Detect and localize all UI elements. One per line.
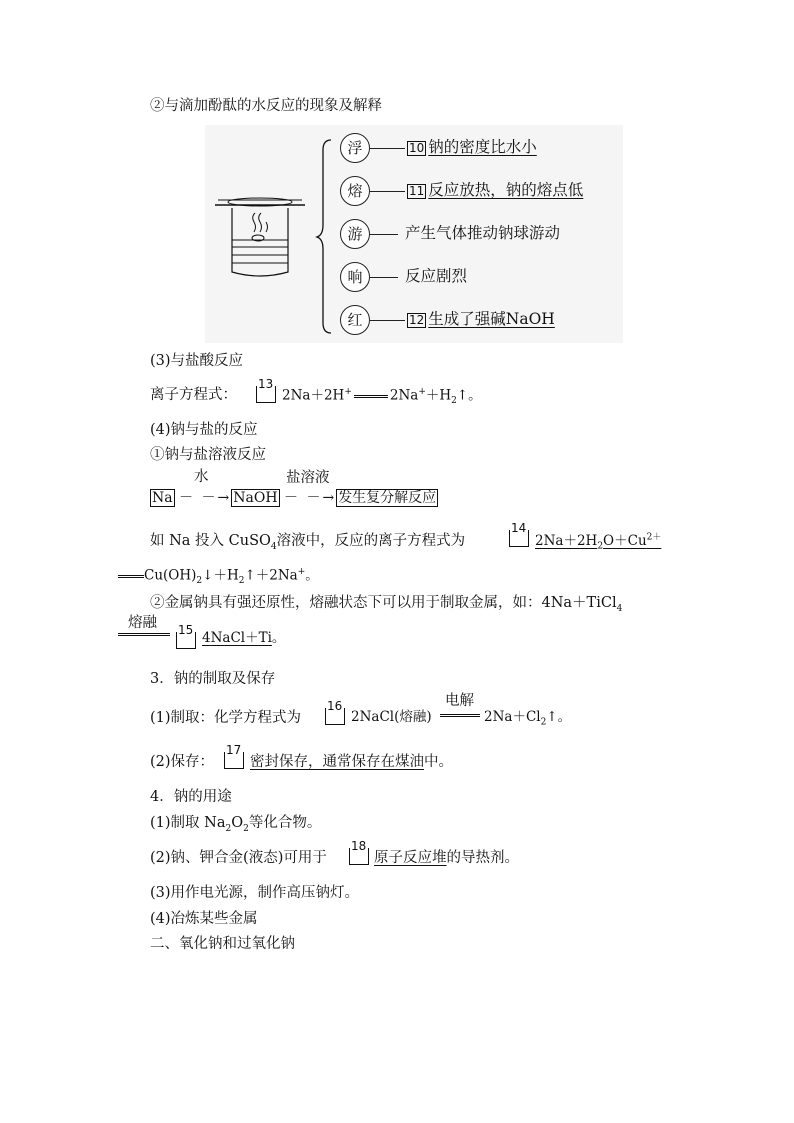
double-equal-sign-electrolysis [440,714,480,717]
explanation-swim: 产生气体推动钠球游动 [405,224,561,242]
text-strong-reducing: ②金属钠具有强还原性，熔融状态下可以用于制取金属，如：4Na＋TiCl$_4$ [150,595,623,614]
slot-number-13: 13 [258,377,274,391]
heading-hcl-reaction: (3)与盐酸反应 [150,353,244,369]
answer-slot-16 [325,708,345,725]
text-use-1: (1)制取 $Na_2O_2$等化合物。 [150,815,322,834]
heading-next-section: 二、氧化钠和过氧化钠 [150,936,295,952]
flow-diagram: Na － －→ NaOH － －→ 发生复分解反应 [152,490,437,506]
flow-label-salt: 盐溶液 [286,470,330,486]
flow-label-water: 水 [194,469,209,485]
equation-cuso4-line1: $2Na+2H_2O+Cu^{2+}$ [535,532,662,552]
equation-nacl-part2: $2Na+Cl_2↑$。 [484,709,572,728]
heading-production-storage: 3．钠的制取及保存 [150,671,276,687]
char-circle-float: 浮 [340,133,370,163]
slot-number-17: 17 [226,743,242,757]
char-circle-red: 红 [340,305,370,335]
explanation-10: 10 钠的密度比水小 [409,138,537,156]
answer-slot-13 [256,386,276,403]
equation-hcl: 2Na＋2H+ $2Na^++H_2↑$。 [282,387,482,407]
explanation-12: 12 生成了强碱NaOH [409,310,555,328]
explanation-sound: 反应剧烈 [405,267,468,285]
text-use-3: (3)用作电光源，制作高压钠灯。 [150,885,360,901]
explanation-11: 11 反应放热，钠的熔点低 [409,181,584,199]
reaction-diagram [205,125,623,343]
text-use-2-answer: 原子反应堆的导热剂。 [374,850,519,866]
label-molten: 熔融 [128,615,157,631]
equation-cuso4-line2: $Cu(OH)_2↓+H_2↑+2Na^+$。 [118,568,319,586]
subheading-salt-solution: ①钠与盐溶液反应 [150,447,266,463]
text-cuso4-intro: 如 Na 投入 CuSO$_4$溶液中，反应的离子方程式为 [150,533,466,552]
label-storage: (2)保存： [150,754,215,770]
slot-number-18: 18 [351,839,367,853]
label-electrolysis: 电解 [445,693,474,709]
char-circle-sound: 响 [340,262,370,292]
label-ionic-equation: 离子方程式： [150,387,237,403]
equation-ti: 4NaCl＋Ti。 [202,630,286,646]
answer-slot-18 [349,848,369,865]
heading-uses: 4．钠的用途 [150,789,232,805]
equation-nacl-part1: 2NaCl(熔融) [351,709,432,725]
text-use-4: (4)冶炼某些金属 [150,911,258,927]
heading-salt-reaction: (4)钠与盐的反应 [150,422,258,438]
slot-number-15: 15 [178,623,194,637]
beaker-illustration [210,180,310,290]
slot-number-16: 16 [327,699,343,713]
text-use-2-label: (2)钠、钾合金(液态)可用于 [150,850,327,866]
label-production: (1)制取：化学方程式为 [150,710,302,726]
text-storage-answer: 密封保存，通常保存在煤油中。 [250,754,453,770]
double-equal-sign [118,633,170,636]
answer-slot-15 [176,632,196,649]
answer-slot-14 [509,530,529,547]
slot-number-14: 14 [511,521,527,535]
brace-icon [315,135,335,335]
answer-slot-17 [224,752,244,769]
subsection-title-phenolphthalein: ②与滴加酚酞的水反应的现象及解释 [150,98,382,114]
char-circle-swim: 游 [340,219,370,249]
char-circle-melt: 熔 [340,176,370,206]
